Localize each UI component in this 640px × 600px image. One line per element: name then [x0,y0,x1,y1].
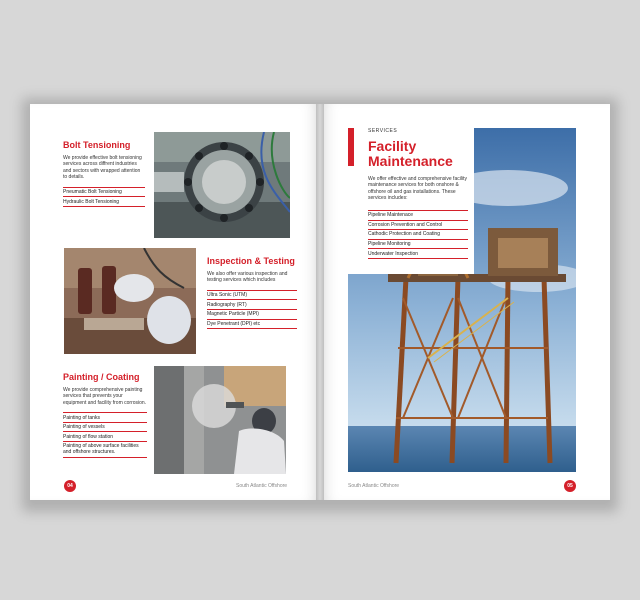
page-number-right: 05 [564,480,576,492]
right-footer: South Atlantic Offshore [348,483,400,489]
painting-coating-list [63,412,147,457]
inspection-testing-list [207,290,297,329]
bolt-tensioning-section [63,140,145,207]
list-item: Pneumatic Bolt Tensioning [63,188,145,198]
brochure-spine [316,104,324,500]
services-tag: SERVICES [368,128,398,134]
page-number-left: 04 [64,480,76,492]
list-item: Painting of tanks [63,413,147,423]
list-item: Painting of vessels [63,423,147,433]
bolt-tensioning-list [63,187,145,207]
title-line-1: Facility [368,138,417,154]
facility-maintenance-title [368,139,453,169]
list-item: Magnetic Particle (MPI) [207,310,297,320]
list-item: Pipeline Maintenace [368,211,468,221]
list-item: Painting of flow station [63,432,147,442]
spray-painting-image [154,366,286,474]
inspection-testing-title: Inspection & Testing [207,256,295,266]
inspection-testing-desc: We also offer various inspection and testing services which includes [207,271,288,284]
left-footer: South Atlantic Offshore [236,483,288,489]
bolt-flange-image [154,132,290,238]
bolt-tensioning-title: Bolt Tensioning [63,140,131,150]
list-item: Corrosion Prevention and Control [368,221,468,231]
list-item: Underwater Inspection [368,249,468,259]
list-item: Pipeline Monitoring [368,240,468,250]
painting-coating-title: Painting / Coating [63,372,140,382]
inspection-testing-section [207,256,297,329]
list-item: Dye Penetrant (DPI) etc [207,320,297,330]
facility-maintenance-list [368,210,468,259]
facility-maintenance-card [348,128,474,274]
list-item: Painting of above surface facilities and offshore structures. [63,442,147,458]
accent-bar [348,128,354,166]
painting-coating-section [63,372,147,458]
bolt-tensioning-desc: We provide effective bolt tensioning services across diffrent industries and sectors with wrapped attention to details. [63,155,142,181]
title-line-2: Maintenance [368,153,453,169]
facility-maintenance-desc: We offer effective and comprehensive facility maintenance services for both onshore & offshore oil and gas installations. These services includes: [368,176,467,202]
painting-coating-desc: We provide comprehensive painting services that prevents your equipment and facility from corrosion. [63,387,147,406]
list-item: Ultra Sonic (UTM) [207,291,297,301]
list-item: Radiography (RT) [207,300,297,310]
list-item: Hydraulic Bolt Tensioning [63,197,145,207]
list-item: Cathodic Protection and Coating [368,230,468,240]
ultrasonic-testing-image [64,248,196,354]
